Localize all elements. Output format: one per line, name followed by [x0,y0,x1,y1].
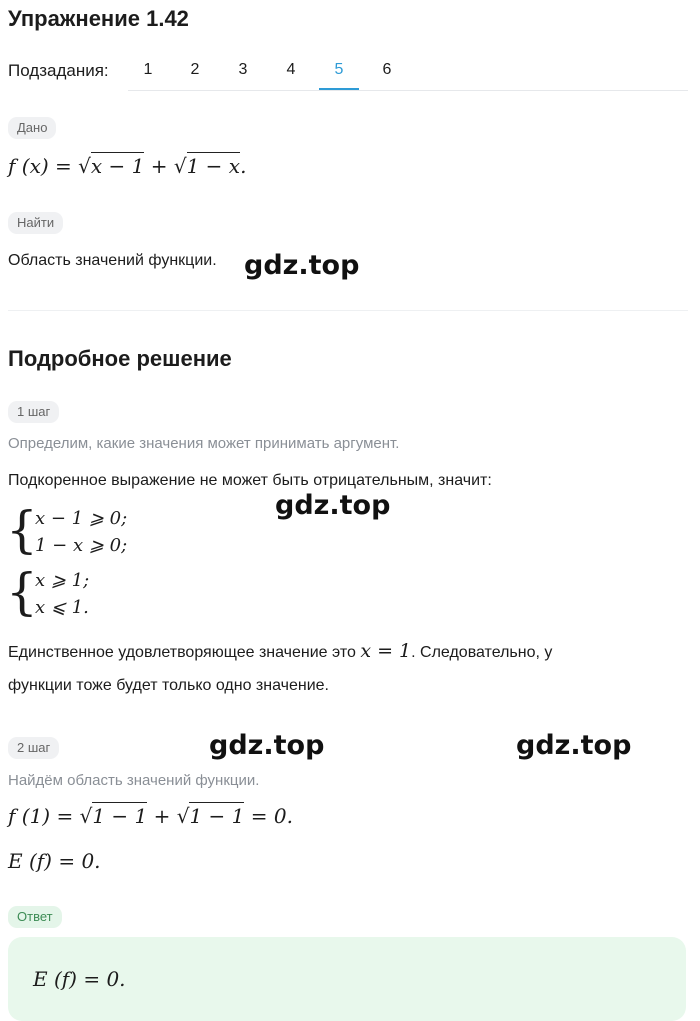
watermark: gdz.top [209,730,325,761]
system2-line2: x ⩽ 1. [35,597,89,618]
tab-5[interactable]: 5 [334,61,344,78]
given-root-2: 1 − x [186,154,241,178]
sqrt-icon: √ [176,804,190,828]
tab-2[interactable]: 2 [190,61,200,78]
tabs-divider [128,90,688,91]
active-tab-indicator [319,88,359,90]
answer-formula: E (f) = 0. [33,967,126,991]
step2-equation-1 [8,804,293,828]
brace-icon: { [6,563,38,621]
eq1-plus: + [147,804,177,828]
eq1-prefix: f (1) = [8,804,80,828]
subtasks-label: Подзадания: [8,61,109,80]
system-1 [6,503,206,563]
sqrt-icon: √ [173,154,187,178]
system2-line1: x ⩾ 1; [35,570,90,591]
given-badge: Дано [8,117,56,139]
given-formula-prefix: f (x) = [8,154,79,178]
answer-badge: Ответ [8,906,62,928]
conclusion-part-a: Единственное удовлетворяющее значение это [8,644,361,661]
system-2 [6,565,206,625]
system1-line2: 1 − x ⩾ 0; [35,535,128,556]
step1-hint: Определим, какие значения может принимать аргумент. [8,435,400,452]
step1-conclusion-line2: функции тоже будет только одно значение. [8,677,329,694]
step1-conclusion [8,640,552,662]
page-title: Упражнение 1.42 [8,6,189,31]
step2-hint: Найдём область значений функции. [8,772,260,789]
step2-equation-2: E (f) = 0. [8,849,101,873]
sqrt-icon: √ [79,804,93,828]
solution-title: Подробное решение [8,346,232,371]
system1-line1: x − 1 ⩾ 0; [35,508,128,529]
tab-4[interactable]: 4 [286,61,296,78]
given-plus: + [144,154,174,178]
sqrt-icon: √ [78,154,91,178]
given-root-1: x − 1 [90,154,145,178]
tab-1[interactable]: 1 [143,61,153,78]
watermark: gdz.top [275,490,391,521]
section-divider [8,310,688,311]
conclusion-math: x = 1 [360,640,412,662]
brace-icon: { [6,501,38,559]
answer-box [8,937,686,1021]
eq1-end: = 0. [244,804,293,828]
find-text: Область значений функции. [8,252,217,269]
given-end: . [240,154,247,178]
step1-badge: 1 шаг [8,401,59,423]
conclusion-part-b: . Следовательно, у [411,644,553,661]
eq1-root-1: 1 − 1 [92,804,148,828]
step2-badge: 2 шаг [8,737,59,759]
watermark: gdz.top [244,250,360,281]
find-badge: Найти [8,212,63,234]
step1-text: Подкоренное выражение не может быть отрицательным, значит: [8,472,492,489]
tab-3[interactable]: 3 [238,61,248,78]
given-formula [8,154,246,178]
eq1-root-2: 1 − 1 [189,804,245,828]
tab-6[interactable]: 6 [382,61,392,78]
watermark: gdz.top [516,730,632,761]
